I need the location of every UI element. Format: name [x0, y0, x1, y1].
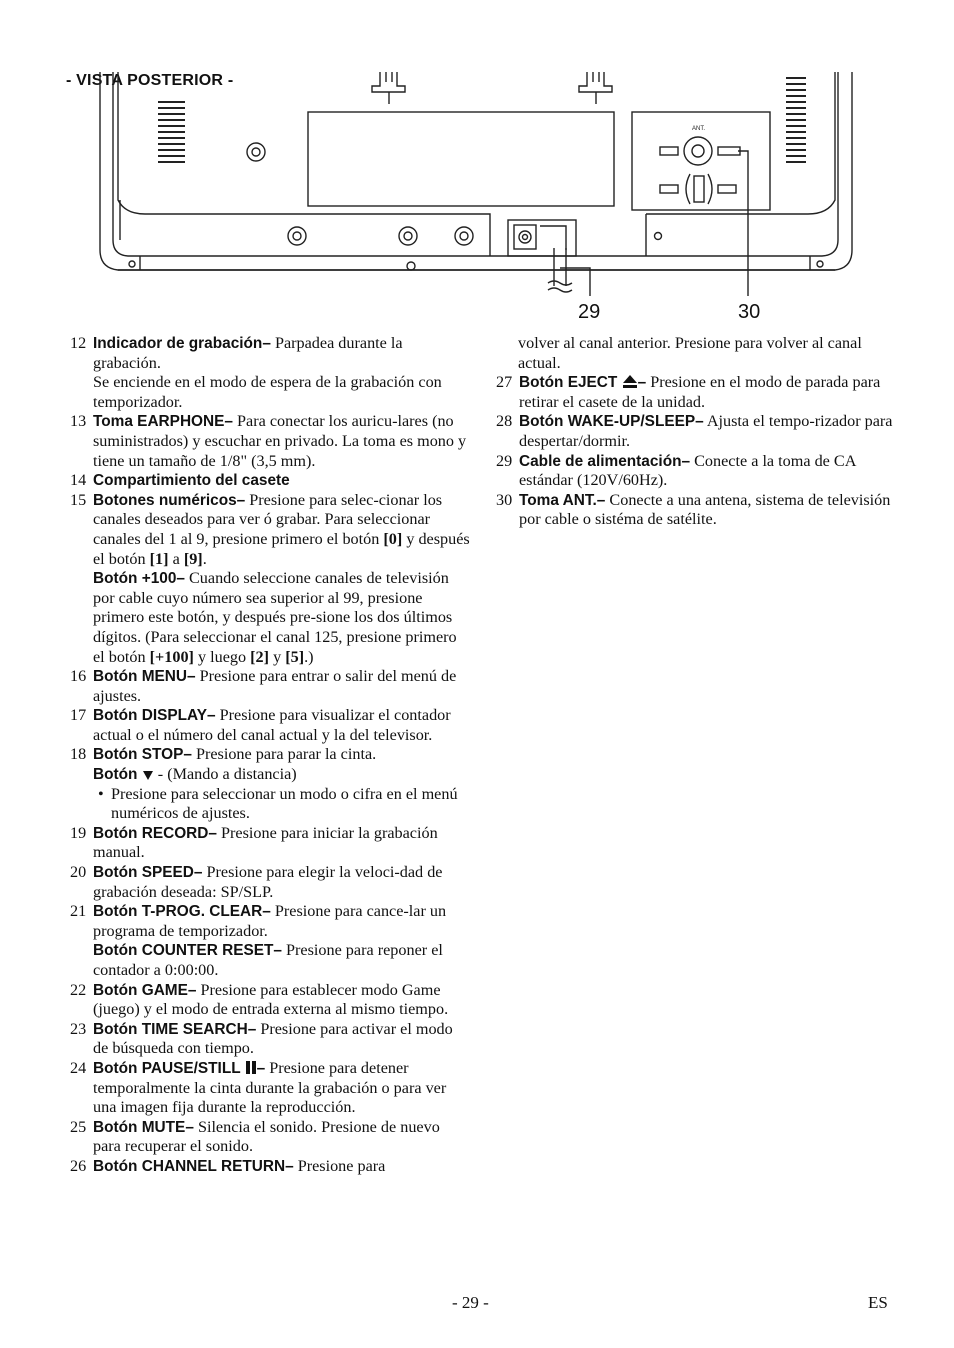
item-text: Presione para visualizar el contador actual o el número del canal actual y la del televisor. [93, 706, 451, 744]
bullet-dot: • [98, 784, 104, 803]
item-text-2: Se enciende en el modo de espera de la grabación con temporizador. [93, 373, 442, 411]
item-13 [70, 412, 470, 471]
callout-30: 30 [738, 301, 761, 323]
item-text: y [269, 647, 286, 666]
item-text: Presione para iniciar la grabación manual. [93, 823, 438, 862]
key-2: [2] [250, 647, 270, 666]
item-26-continued: volver al canal anterior. Presione para volver al canal actual. [518, 334, 862, 372]
item-number: 30 [496, 490, 513, 509]
item-25 [70, 1118, 470, 1157]
item-heading: Botón CHANNEL RETURN– [93, 1157, 294, 1175]
item-number: 17 [70, 706, 87, 725]
language-code: ES [868, 1293, 888, 1312]
item-22 [70, 981, 470, 1020]
item-number: 15 [70, 490, 87, 509]
item-heading: Toma EARPHONE– [93, 413, 233, 431]
item-heading: Botón TIME SEARCH– [93, 1020, 257, 1038]
item-20 [70, 863, 470, 902]
item-24 [70, 1059, 470, 1118]
item-heading-dash: – [256, 1059, 266, 1077]
item-text: Presione para reponer el contador a 0:00:00. [93, 941, 443, 979]
left-column [70, 334, 470, 1177]
item-number: 26 [70, 1156, 87, 1175]
item-text: Ajusta el tempo-rizador para despertar/dormir. [519, 412, 893, 450]
item-heading: Botón EJECT [519, 374, 622, 392]
item-text: Presione en el modo de parada para retirar el casete de la unidad. [519, 373, 881, 411]
item-number: 21 [70, 902, 87, 921]
item-number: 18 [70, 745, 87, 764]
item-18 [70, 745, 470, 823]
item-number: 16 [70, 667, 87, 686]
pause-icon [246, 1061, 256, 1074]
item-heading: Toma ANT.– [519, 491, 606, 509]
item-subsection [93, 765, 470, 785]
item-12 [70, 334, 470, 412]
item-heading: Cable de alimentación– [519, 452, 691, 470]
ant-label: ANT. [692, 126, 706, 132]
item-heading: Indicador de grabación– [93, 335, 271, 352]
item-text: Presione para selec-cionar los canales deseados para ver ó grabar. Para seleccionar canales del 1 al 9, presione primero el botón [93, 490, 443, 548]
item-15 [70, 491, 470, 667]
item-23 [70, 1020, 470, 1059]
view-title: - VISTA POSTERIOR - [66, 72, 234, 89]
item-text: Presione para entrar o salir del menú de ajustes. [93, 667, 457, 705]
item-text: Presione para parar la cinta. [191, 745, 377, 764]
item-number: 13 [70, 412, 87, 431]
item-19 [70, 824, 470, 863]
item-number: 22 [70, 980, 87, 999]
item-29 [496, 452, 896, 491]
item-heading: Botón GAME– [93, 981, 197, 999]
item-text: Conecte a una antena, sistema de televisión por cable o sistéma de satélite. [519, 490, 891, 529]
item-heading: Botón SPEED– [93, 864, 203, 882]
item-subsection [93, 569, 470, 667]
item-heading: Botón MUTE– [93, 1118, 194, 1136]
item-heading: Compartimiento del casete [93, 472, 290, 490]
item-text: Presione para [293, 1156, 386, 1175]
key-5: [5] [285, 647, 305, 666]
item-heading: Botones numéricos– [93, 491, 246, 509]
item-27 [496, 373, 896, 412]
callout-29: 29 [578, 301, 601, 323]
item-number: 29 [496, 451, 513, 470]
bullet-item [93, 785, 470, 824]
item-text: Parpadea durante la grabación. [93, 334, 403, 372]
item-14 [70, 471, 470, 491]
item-28 [496, 412, 896, 451]
item-number: 24 [70, 1058, 87, 1077]
eject-icon [623, 375, 637, 388]
item-text: - (Mando a distancia) [153, 765, 297, 784]
item-number: 23 [70, 1019, 87, 1038]
item-heading: Botón T-PROG. CLEAR– [93, 903, 271, 921]
item-heading: Botón STOP– [93, 746, 192, 764]
rear-view-drawing [0, 0, 954, 330]
key-9: [9] [183, 549, 203, 568]
item-heading: Botón MENU– [93, 668, 196, 686]
item-heading: Botón DISPLAY– [93, 707, 216, 725]
item-26 [70, 1157, 470, 1177]
item-text: y luego [193, 647, 251, 666]
item-number: 14 [70, 471, 87, 490]
item-21 [70, 902, 470, 980]
page-number: - 29 - [452, 1293, 489, 1312]
down-arrow-icon [143, 771, 153, 780]
item-number: 28 [496, 412, 513, 431]
item-number: 25 [70, 1117, 87, 1136]
key-0: [0] [383, 529, 403, 548]
right-column [496, 334, 896, 530]
rear-view-diagram [0, 0, 954, 330]
item-text: . [202, 549, 207, 568]
key-plus-100: [+100] [149, 647, 194, 666]
item-heading-2: Botón COUNTER RESET– [93, 942, 282, 960]
item-text: .) [304, 647, 314, 666]
item-text: Presione para establecer modo Game (juego) y el modo de entrada externa al mismo tiempo. [93, 980, 449, 1019]
item-text: Cuando seleccione canales de televisión por cable cuyo número sea superior al 99, presione primero este botón, y después pre-sione los dos últimos dígitos. (Para seleccionar el canal 125, presione primero el botón [93, 569, 457, 666]
item-text: Presione para activar el modo de búsqueda con tiempo. [93, 1019, 453, 1058]
item-number: 20 [70, 863, 87, 882]
item-text: Conecte a la toma de CA estándar (120V/60Hz). [519, 451, 856, 490]
item-number: 12 [70, 334, 87, 352]
item-heading-2: Botón [93, 766, 142, 784]
item-text: Presione para cance-lar un programa de temporizador. [93, 902, 447, 940]
item-subsection [93, 941, 470, 980]
bullet-text: Presione para seleccionar un modo o cifra en el menú numéricos de ajustes. [111, 784, 458, 823]
item-16 [70, 667, 470, 706]
item-text: Presione para detener temporalmente la cinta durante la grabación o para ver una imagen fija durante la reproducción. [93, 1058, 447, 1117]
item-text: y después el botón [93, 529, 470, 568]
item-heading-2: Botón +100– [93, 570, 185, 588]
item-text: Presione para elegir la veloci-dad de grabación deseada: SP/SLP. [93, 863, 443, 901]
item-30 [496, 491, 896, 530]
item-heading: Botón RECORD– [93, 824, 217, 842]
item-heading: Botón PAUSE/STILL [93, 1059, 245, 1077]
item-17 [70, 706, 470, 745]
item-text: Silencia el sonido. Presione de nuevo para recuperar el sonido. [93, 1117, 440, 1156]
item-text: a [168, 549, 184, 568]
item-number: 19 [70, 823, 87, 842]
item-number: 27 [496, 373, 513, 392]
item-text: Para conectar los auricu-lares (no suministrados) y escuchar en privado. La toma es mono y tiene un tamaño de 1/8" (3,5 mm). [93, 412, 467, 470]
item-heading: Botón WAKE-UP/SLEEP– [519, 413, 704, 431]
key-1: [1] [149, 549, 169, 568]
item-heading-dash: – [637, 374, 647, 392]
